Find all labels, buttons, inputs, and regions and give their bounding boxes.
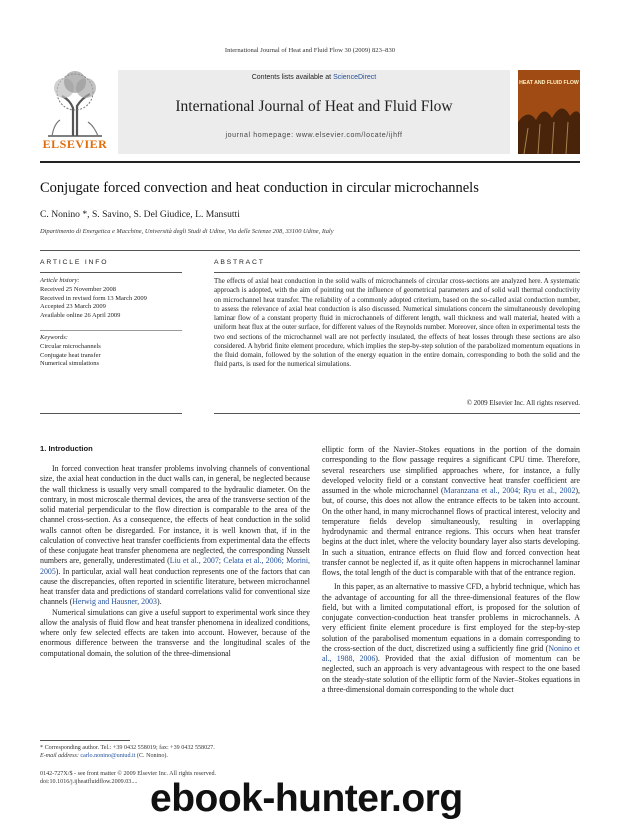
article-info-rule — [40, 272, 182, 273]
tree-icon — [40, 70, 110, 140]
article-info-heading: ARTICLE INFO — [40, 259, 109, 266]
cover-art-icon — [518, 70, 580, 154]
paragraph — [322, 445, 580, 578]
paragraph-text: In this paper, as an alternative to massive CFD, a hybrid technique, which has the advantage of accounting for all the three-dimensional features of the flow field, but with a limited computational effort, is proposed for the solution of conjugate convection-conduction heat transfer problems in microchannels. A very efficient finite element procedure is first employed for the step-by-step solution of the parabolised momentum equations in a domain corresponding to the cross-section of the duct, discretized using a sufficiently fine grid ( — [322, 582, 580, 653]
keywords-block — [40, 334, 190, 369]
elsevier-logo — [40, 70, 110, 154]
email-line — [40, 752, 310, 760]
history-line: Available online 26 April 2009 — [40, 312, 121, 320]
email-suffix: (C. Nonino). — [135, 753, 168, 760]
article-history — [40, 277, 190, 321]
right-column — [322, 445, 580, 695]
keywords-rule — [40, 330, 182, 331]
info-bottom-rule — [40, 413, 182, 414]
keywords-label: Keywords: — [40, 334, 68, 341]
section-heading: 1. Introduction — [40, 444, 93, 453]
abstract-bottom-rule — [214, 413, 580, 414]
paragraph — [40, 464, 310, 608]
keyword: Conjugate heat transfer — [40, 351, 101, 359]
footnote-rule — [40, 740, 130, 741]
history-label: Article history: — [40, 277, 80, 284]
paragraph-text: ). Provided that the axial diffusion of momentum can be neglected, such an approach is very advantageous with respect to the one based on the steady-state solution of the elliptic form of the Navier–Stokes equations in a three-dimensional domain corresponding to the whole duct — [322, 654, 580, 694]
copyright-notice: © 2009 Elsevier Inc. All rights reserved. — [466, 399, 580, 407]
journal-masthead — [40, 70, 580, 154]
abstract-rule — [214, 272, 580, 273]
citation-link[interactable]: Liu et al., 2007; Celata et al., 2006; Morini, 2005 — [40, 556, 310, 576]
left-column — [40, 464, 310, 659]
journal-homepage[interactable]: journal homepage: www.elsevier.com/locate/ijhff — [225, 132, 403, 139]
contents-prefix: Contents lists available at — [251, 74, 334, 81]
running-head: International Journal of Heat and Fluid Flow 30 (2009) 823–830 — [224, 47, 396, 54]
journal-cover — [518, 70, 580, 154]
paragraph-text: In forced convection heat transfer problems involving channels of conventional size, the axial heat conduction in the duct walls can, in general, be neglected because the wall thickness is usually very small compared to the hydraulic diameter. On the contrary, in most microscale thermal devices, the area of the transverse section of the solid material perpendicular to the flow direction is comparable to the area of the channel cross-section. As a consequence, the effects of heat conduction in the solid walls cannot often be disregarded. For instance, it is well known that, if in the calculation of convective heat transfer coefficients from experimental data the effects of these conjugate heat transfer phenomena are neglected, the corresponding Nusselt numbers are, generally, underestimated ( — [40, 464, 310, 566]
doi-line[interactable]: doi:10.1016/j.ijheatfluidflow.2009.03.... — [40, 779, 138, 786]
masthead-rule — [40, 161, 580, 163]
citation-link[interactable]: Nonino et al., 1988, 2006 — [322, 643, 580, 663]
watermark: ebook-hunter.org — [150, 777, 463, 820]
affiliation: Dipartimento di Energetica e Macchine, Università degli Studi di Udine, Via delle Scienze 208, 33100 Udine, Italy — [40, 228, 334, 235]
paragraph-text: ), but, of course, this does not allow the entrance effects to be taken into account. On the other hand, in many microchannel flows of practical interest, velocity and temperature fields develop simultaneously, resulting in overlapping hydrodynamic and thermal entrance regions. This occurs when heat transfer begins at the duct inlet, where the velocity boundary layer also starts developing. In such a situation, entrance effects on fluid flow and forced convection heat transfer cannot be neglected if, as it quite often happens in microchannel laminar flows, the total length of the duct is comparable with that of the entrance region. — [322, 486, 580, 577]
abstract-text: The effects of axial heat conduction in the solid walls of microchannels of circular cross-sections are analyzed here. A systematic approach is adopted, with the aim of pointing out the influence of geometrical parameters and of solid wall thermal conductivity on microchannel heat transfer. The reliability of a commonly adopted criterium, based on the so-called axial conduction number, to assess the relevance of axial heat conduction is also discussed. Numerical simulations concern the simultaneously developing laminar flow of a constant property fluid in microchannels of different length, wall thickness and wall material, heated with a uniform heat flux at the outer surface, for different values of the Reynolds number. Moreover, since often in experimental tests the two end sections of the microchannel wall are not perfectly insulated, the effects of heat losses through these sections are also considered. A hybrid finite element procedure, which implies the step-by-step solution of the parabolized momentum equations in the fluid domain, followed by the solution of the energy equation in the entire domain, corresponding to both the solid and the fluid parts, is used for the numerical simulations. — [214, 277, 580, 369]
paragraph-text: Numerical simulations can give a useful support to experimental work since they allow the analysis of fluid flow and heat transfer phenomena in idealized conditions, where only few selected effects are taken into account. However, because of the enormous difference between the transverse and the longitudinal scales of the computational domain, the solution of the three-dimensional — [40, 607, 310, 658]
sciencedirect-link[interactable]: ScienceDirect — [333, 74, 377, 81]
email-link[interactable]: carlo.nonino@uniud.it — [80, 753, 136, 760]
history-line: Accepted 23 March 2009 — [40, 303, 106, 311]
footnote — [40, 744, 310, 760]
publisher-logo-text: ELSEVIER — [42, 137, 108, 151]
abstract-heading: ABSTRACT — [214, 259, 265, 266]
history-line: Received 25 November 2008 — [40, 285, 116, 293]
paragraph-text: ). In particular, axial wall heat conduction represents one of the factors that can cause the discrepancies, often reported in scientific literature, between microchannel heat transfer data and predictions of standard correlations valid for conventional size channels ( — [40, 566, 310, 607]
keyword: Circular microchannels — [40, 342, 101, 350]
paragraph — [40, 608, 310, 659]
journal-banner — [118, 70, 510, 154]
paragraph — [322, 582, 580, 695]
corresponding-author: * Corresponding author. Tel.: +39 0432 558019; fax: +39 0432 558027. — [40, 745, 215, 751]
keyword: Numerical simulations — [40, 360, 100, 368]
issn-line: 0142-727X/$ - see front matter © 2009 Elsevier Inc. All rights reserved. — [40, 771, 217, 777]
header-divider — [40, 250, 580, 251]
paragraph-text: elliptic form of the Navier–Stokes equations in the portion of the domain corresponding to the flow passage requires a significant CPU time. Therefore, several researchers use simplified approaches where, for instance, a fully developed velocity field or a constant convective heat transfer coefficient are assumed in the whole microchannel ( — [322, 445, 580, 495]
email-label: E-mail address: — [40, 753, 81, 760]
history-line: Received in revised form 13 March 2009 — [40, 294, 147, 302]
journal-title: International Journal of Heat and Fluid Flow — [175, 98, 453, 115]
cover-title: HEAT AND FLUID FLOW — [519, 80, 579, 86]
citation-link[interactable]: Maranzana et al., 2004; Ryu et al., 2002 — [443, 486, 576, 495]
author-list: C. Nonino *, S. Savino, S. Del Giudice, L. Mansutti — [40, 209, 240, 220]
article-title: Conjugate forced convection and heat conduction in circular microchannels — [40, 180, 479, 196]
contents-line — [118, 74, 510, 81]
paragraph-text: ). — [156, 597, 162, 607]
citation-link[interactable]: Herwig and Hausner, 2003 — [72, 597, 157, 607]
